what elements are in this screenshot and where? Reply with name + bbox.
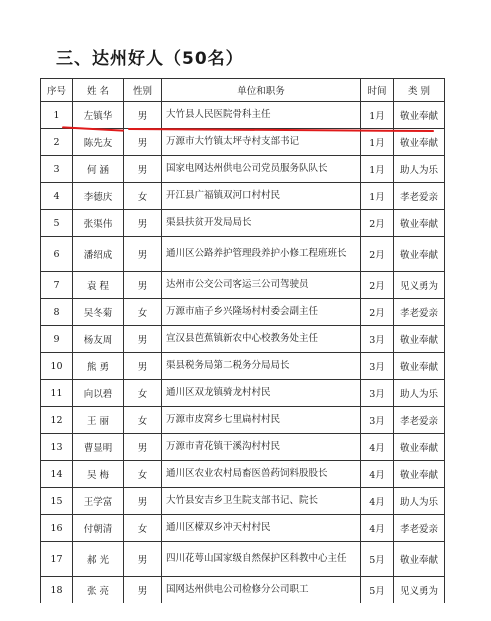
cell-unit: 国网达州供电公司检修分公司职工	[162, 577, 361, 604]
cell-unit: 渠县扶贫开发局局长	[162, 210, 361, 237]
cell-gender: 男	[124, 353, 162, 380]
cell-time: 3月	[361, 380, 394, 407]
cell-number: 12	[41, 407, 73, 434]
cell-name: 向以碧	[73, 380, 124, 407]
cell-gender: 男	[124, 210, 162, 237]
header-number: 序号	[41, 79, 73, 102]
cell-category: 敬业奉献	[394, 434, 445, 461]
cell-name: 袁 程	[73, 272, 124, 299]
cell-category: 敬业奉献	[394, 461, 445, 488]
cell-time: 1月	[361, 183, 394, 210]
cell-time: 4月	[361, 461, 394, 488]
cell-time: 1月	[361, 129, 394, 156]
cell-name: 付朝清	[73, 515, 124, 542]
table-row	[41, 272, 445, 299]
cell-time: 3月	[361, 326, 394, 353]
table-row	[41, 461, 445, 488]
table-row	[41, 183, 445, 210]
cell-name: 曹显明	[73, 434, 124, 461]
cell-category: 敬业奉献	[394, 210, 445, 237]
table-row	[41, 488, 445, 515]
cell-unit: 万源市大竹镇太坪寺村支部书记	[162, 129, 361, 156]
cell-category: 敬业奉献	[394, 542, 445, 577]
cell-unit: 通川区农业农村局畜医兽药饲料股股长	[162, 461, 361, 488]
cell-unit: 通川区檬双乡冲天村村民	[162, 515, 361, 542]
cell-gender: 女	[124, 515, 162, 542]
cell-number: 6	[41, 237, 73, 272]
cell-name: 何 涵	[73, 156, 124, 183]
header-time: 时间	[361, 79, 394, 102]
cell-number: 18	[41, 577, 73, 604]
cell-unit: 万源市青花镇干溪沟村村民	[162, 434, 361, 461]
cell-gender: 男	[124, 156, 162, 183]
cell-name: 郝 光	[73, 542, 124, 577]
cell-time: 3月	[361, 353, 394, 380]
cell-category: 孝老爱亲	[394, 407, 445, 434]
cell-gender: 男	[124, 434, 162, 461]
cell-unit: 宣汉县芭蕉镇新农中心校教务处主任	[162, 326, 361, 353]
cell-gender: 男	[124, 237, 162, 272]
cell-number: 15	[41, 488, 73, 515]
table-row	[41, 326, 445, 353]
cell-category: 敬业奉献	[394, 102, 445, 129]
cell-gender: 女	[124, 461, 162, 488]
cell-category: 助人为乐	[394, 488, 445, 515]
cell-category: 助人为乐	[394, 156, 445, 183]
cell-number: 10	[41, 353, 73, 380]
table-row	[41, 542, 445, 577]
cell-category: 见义勇为	[394, 272, 445, 299]
cell-unit: 大竹县安吉乡卫生院支部书记、院长	[162, 488, 361, 515]
cell-name: 潘绍成	[73, 237, 124, 272]
cell-name: 吴冬菊	[73, 299, 124, 326]
cell-number: 13	[41, 434, 73, 461]
cell-number: 4	[41, 183, 73, 210]
cell-number: 16	[41, 515, 73, 542]
cell-name: 杨友周	[73, 326, 124, 353]
cell-unit: 渠县税务局第二税务分局局长	[162, 353, 361, 380]
table-row	[41, 102, 445, 129]
cell-gender: 男	[124, 272, 162, 299]
cell-gender: 女	[124, 380, 162, 407]
cell-unit: 开江县广福镇双河口村村民	[162, 183, 361, 210]
cell-time: 3月	[361, 407, 394, 434]
cell-name: 王 丽	[73, 407, 124, 434]
good-people-table	[40, 78, 445, 603]
cell-unit: 大竹县人民医院骨科主任	[162, 102, 361, 129]
cell-time: 2月	[361, 210, 394, 237]
cell-category: 敬业奉献	[394, 326, 445, 353]
cell-time: 4月	[361, 434, 394, 461]
cell-time: 4月	[361, 488, 394, 515]
cell-time: 4月	[361, 515, 394, 542]
header-unit: 单位和职务	[162, 79, 361, 102]
table-header-row	[41, 79, 445, 102]
table-row	[41, 237, 445, 272]
cell-gender: 男	[124, 577, 162, 604]
table-row	[41, 380, 445, 407]
table-row	[41, 434, 445, 461]
cell-time: 5月	[361, 542, 394, 577]
header-gender: 性别	[124, 79, 162, 102]
cell-name: 熊 勇	[73, 353, 124, 380]
cell-number: 8	[41, 299, 73, 326]
cell-category: 见义勇为	[394, 577, 445, 604]
cell-gender: 男	[124, 129, 162, 156]
cell-unit: 国家电网达州供电公司党员服务队队长	[162, 156, 361, 183]
cell-category: 敬业奉献	[394, 353, 445, 380]
cell-gender: 男	[124, 326, 162, 353]
cell-gender: 女	[124, 299, 162, 326]
cell-time: 2月	[361, 237, 394, 272]
cell-gender: 女	[124, 407, 162, 434]
cell-number: 9	[41, 326, 73, 353]
cell-number: 5	[41, 210, 73, 237]
cell-name: 陈先友	[73, 129, 124, 156]
cell-gender: 男	[124, 102, 162, 129]
cell-number: 7	[41, 272, 73, 299]
cell-gender: 男	[124, 542, 162, 577]
cell-time: 5月	[361, 577, 394, 604]
table-row	[41, 515, 445, 542]
cell-gender: 女	[124, 183, 162, 210]
cell-time: 2月	[361, 272, 394, 299]
cell-category: 孝老爱亲	[394, 299, 445, 326]
cell-unit: 通川区公路养护管理段养护小修工程班班长	[162, 237, 361, 272]
table-row	[41, 407, 445, 434]
cell-time: 1月	[361, 156, 394, 183]
cell-category: 孝老爱亲	[394, 515, 445, 542]
table-row	[41, 353, 445, 380]
cell-name: 左镇华	[73, 102, 124, 129]
table-row	[41, 210, 445, 237]
cell-number: 3	[41, 156, 73, 183]
cell-category: 孝老爱亲	[394, 183, 445, 210]
cell-number: 17	[41, 542, 73, 577]
cell-name: 吴 梅	[73, 461, 124, 488]
table-row	[41, 129, 445, 156]
cell-unit: 四川花萼山国家级自然保护区科教中心主任	[162, 542, 361, 577]
cell-name: 王学富	[73, 488, 124, 515]
cell-name: 张 亮	[73, 577, 124, 604]
table-row	[41, 577, 445, 604]
cell-name: 张渠伟	[73, 210, 124, 237]
cell-gender: 男	[124, 488, 162, 515]
header-name: 姓 名	[73, 79, 124, 102]
cell-name: 李德庆	[73, 183, 124, 210]
table-row	[41, 299, 445, 326]
cell-category: 助人为乐	[394, 380, 445, 407]
cell-number: 14	[41, 461, 73, 488]
header-category: 类 别	[394, 79, 445, 102]
cell-number: 1	[41, 102, 73, 129]
cell-unit: 万源市庙子乡兴隆场村村委会副主任	[162, 299, 361, 326]
cell-time: 1月	[361, 102, 394, 129]
cell-unit: 达州市公交公司客运三公司驾驶员	[162, 272, 361, 299]
document-title: 三、达州好人（50名）	[56, 49, 244, 69]
table-row	[41, 156, 445, 183]
cell-number: 11	[41, 380, 73, 407]
cell-unit: 通川区双龙镇骑龙村村民	[162, 380, 361, 407]
cell-category: 敬业奉献	[394, 129, 445, 156]
cell-number: 2	[41, 129, 73, 156]
cell-category: 敬业奉献	[394, 237, 445, 272]
cell-unit: 万源市皮窝乡七里扁村村民	[162, 407, 361, 434]
cell-time: 2月	[361, 299, 394, 326]
